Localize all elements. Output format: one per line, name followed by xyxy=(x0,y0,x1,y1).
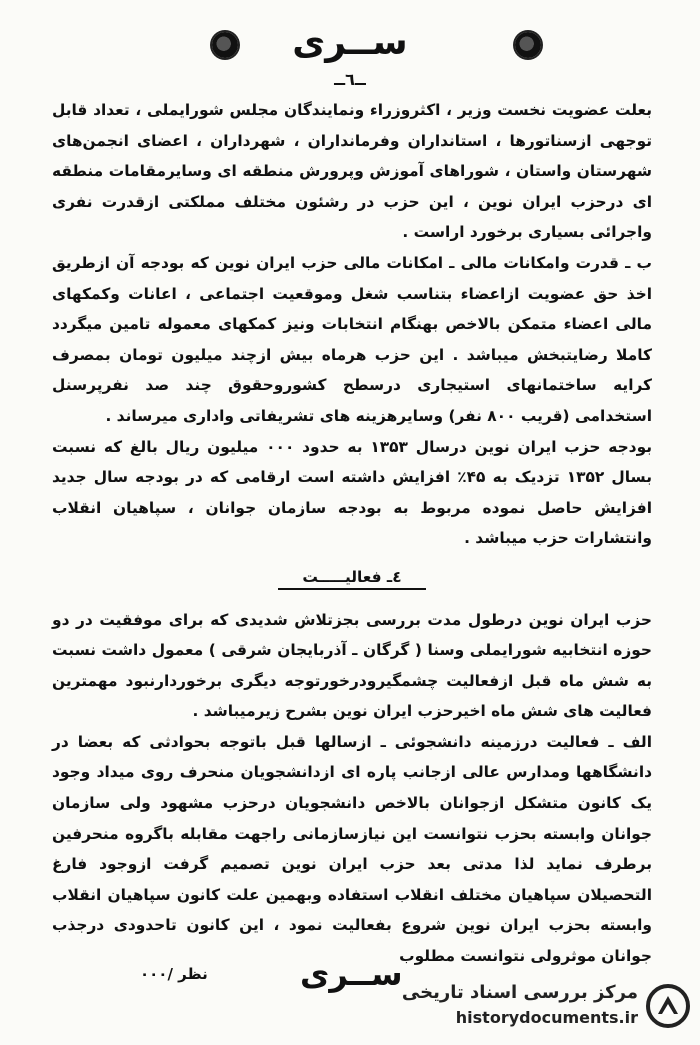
footer-copy-number: نظر /۰۰۰ xyxy=(140,965,208,983)
archive-logo-icon xyxy=(646,984,690,1028)
page-number: ــ٦ــ xyxy=(334,70,366,89)
paragraph-2: ب ـ قدرت وامکانات مالی ـ امکانات مالی حزب ایران نوین که بودجه آن ازطریق اخذ حق عضویت ازاعضاء بتناسب شغل وموقعیت اجتماعی ، اعانات وکمکهای مالی اعضاء متمکن بالاخص بهنگام انتخابات ونیز کمکهای معموله تامین میگردد کاملا رضایتبخش میباشد . این حزب هرماه بیش ازچند میلیون تومان بمصرف کرایه ساختمانهای استیجاری درسطح کشوروحقوق چند صد نفرپرسنل استخدامی (قریب ۸۰۰ نفر) وسایرهزینه های تشریفاتی واداری میرساند . xyxy=(52,253,652,425)
paragraph-3: بودجه حزب ایران نوین درسال ۱۳۵۳ به حدود ۰۰۰ میلیون ریال بالغ که نسبت بسال ۱۳۵۲ تزدیک به ۴۵٪ افزایش داشته است ارقامی که در بودجه سال جدید افزایش حاصل نموده مربوط به بودجه سازمان جوانان ، سپاهیان انقلاب وانتشارات حزب میباشد . xyxy=(52,437,652,548)
paragraph-1: بعلت عضویت نخست وزیر ، اکثروزراء ونمایندگان مجلس شورایملی ، تعداد قابل توجهی ازسناتورها ، استانداران وفرمانداران ، شهرداران ، اعضای انجمن‌های شهرستان واستان ، شوراهای آموزش وپرورش منطقه ای وسایرمقامات منطقه ای درحزب ایران نوین ، این حزب در رشئون مختلف مملکتی ازقدرت نفری واجرائی بسیاری برخورد اراست . xyxy=(52,101,652,242)
archive-watermark xyxy=(401,980,690,1035)
document-body xyxy=(52,95,652,972)
section-heading xyxy=(52,562,652,593)
paragraph-5: الف ـ فعالیت درزمینه دانشجوئی ـ ازسالها قبل باتوجه بحوادثی که بعضا در دانشگاهها ومدارس عالی ازجانب پاره ای ازدانشجویان منحرف روی میداد وجود یک کانون متشکل ازجوانان بالاخص دانشجویان درحزب مشهود ولی سازمان جوانان وابسته بحزب نتوانست این نیازسازمانی راجهت مقابله باگروه منحرفین برطرف نماید لذا مدتی بعد حزب ایران نوین تصمیم گرفت ازوجود فارغ التحصیلان سپاهیان مختلف انقلاب استفاده وبهمین علت کانون سپاهیان انقلاب وابسته بحزب ایران نوین شروع بفعالیت نمود ، این کانون تاحدودی درجذب جوانان موثرولی نتوانست مطلوب xyxy=(52,732,652,966)
archive-name: مرکز بررسی اسناد تاریخی xyxy=(401,982,638,1003)
paragraph-4: حزب ایران نوین درطول مدت بررسی بجزتلاش شدیدی که برای موفقیت در دو حوزه انتخابیه شورایملی وسنا ( گرگان ـ آذربایجان شرقی ) معمول داشت نسبت به شش ماه قبل ازفعالیت چشمگیرودرخورتوجه دیگری برخوردارنبود مهمترین فعالیت های شش ماه اخیرحزب ایران نوین بشرح زیرمیباشد . xyxy=(52,610,652,721)
document-header xyxy=(0,18,700,89)
right-seal-icon xyxy=(515,32,541,58)
section-heading-text: ٤ـ فعالیـــــت xyxy=(278,568,425,590)
footer-classification-stamp: ســرى xyxy=(300,955,403,993)
archive-url: historydocuments.ir xyxy=(455,1008,638,1027)
classification-stamp: ســرى xyxy=(292,22,408,63)
